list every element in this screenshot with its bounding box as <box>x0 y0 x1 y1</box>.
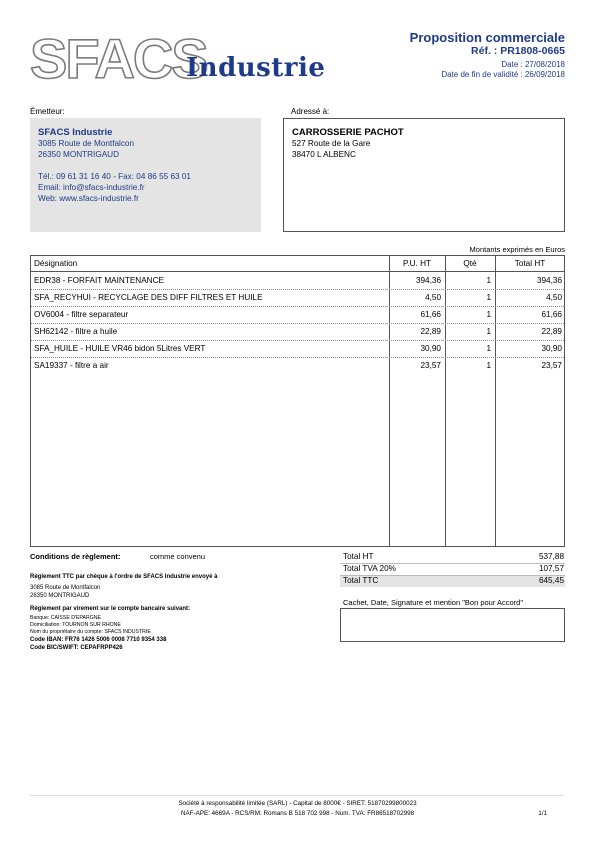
row-pu: 30,90 <box>420 344 441 353</box>
total-ht-row <box>340 552 565 564</box>
row-designation: OV6004 - filtre separateur <box>34 310 129 319</box>
row-designation: SA19337 - filtre a air <box>34 361 109 370</box>
table-row <box>31 272 564 290</box>
row-designation: SFA_RECYHUI - RECYCLAGE DES DIFF FILTRES ET HUILE <box>34 293 263 302</box>
emitter-box <box>30 118 261 232</box>
header-total: Total HT <box>514 259 546 268</box>
row-qty: 1 <box>486 327 491 336</box>
table-header <box>31 256 564 272</box>
row-pu: 23,57 <box>420 361 441 370</box>
cheque-title: Règlement TTC par chèque à l'ordre de SFACS Industrie envoyé à <box>30 574 218 580</box>
row-total: 61,66 <box>541 310 562 319</box>
footer-line1: Société à responsabilité limitée (SARL) - Capital de 8000€ - SIRET: 51870299800023 <box>178 800 417 807</box>
table-row <box>31 306 564 324</box>
emitter-address2: 26350 MONTRIGAUD <box>38 150 119 159</box>
total-ttc-row <box>340 576 565 587</box>
amount-note: Montants exprimés en Euros <box>469 245 565 254</box>
document-validity: Date de fin de validité : 26/09/2018 <box>441 70 565 79</box>
total-ttc-value: 645,45 <box>538 576 564 585</box>
header-designation: Désignation <box>34 259 78 268</box>
row-designation: SH62142 - filtre a huile <box>34 327 118 336</box>
bank-bic: Code BIC/SWIFT: CEPAFRPP426 <box>30 645 123 651</box>
bank-domiciliation: Domiciliation: TOURNON SUR RHONE <box>30 622 121 628</box>
table-row <box>31 323 564 341</box>
header-qty: Qté <box>463 259 477 268</box>
document-ref: Réf. : PR1808-0665 <box>471 45 565 57</box>
client-box <box>283 118 565 232</box>
header-pu: P.U. HT <box>402 259 432 268</box>
total-tva-label: Total TVA 20% <box>343 564 396 573</box>
total-ht-value: 537,88 <box>538 552 564 561</box>
bank-iban: Code IBAN: FR76 1426 5006 0008 7710 9354 338 <box>30 637 167 643</box>
conditions-value: comme convenu <box>150 552 206 561</box>
cheque-address2: 26350 MONTRIGAUD <box>30 593 90 599</box>
document-date: Date : 27/08/2018 <box>501 60 565 69</box>
row-pu: 22,89 <box>420 327 441 336</box>
lines-table <box>30 255 565 547</box>
bank-name: Banque: CAISSE D'EPARGNE <box>30 615 101 621</box>
total-ht-label: Total HT <box>343 552 374 561</box>
signature-box[interactable] <box>340 608 565 642</box>
row-qty: 1 <box>486 361 491 370</box>
emitter-web[interactable]: Web: www.sfacs-industrie.fr <box>38 194 139 203</box>
row-total: 30,90 <box>541 344 562 353</box>
footer-divider <box>30 795 565 796</box>
page-number: 1/1 <box>538 810 547 817</box>
row-qty: 1 <box>486 310 491 319</box>
row-total: 22,89 <box>541 327 562 336</box>
row-total: 23,57 <box>541 361 562 370</box>
table-row <box>31 289 564 307</box>
row-qty: 1 <box>486 276 491 285</box>
emitter-name: SFACS Industrie <box>38 127 113 138</box>
row-total: 4,50 <box>546 293 562 302</box>
cheque-address1: 3085 Route de Montfalcon <box>30 585 101 591</box>
row-designation: EDR38 - FORFAIT MAINTENANCE <box>34 276 164 285</box>
client-name: CARROSSERIE PACHOT <box>292 127 404 138</box>
conditions-title: Conditions de règlement: <box>30 552 121 561</box>
signature-label: Cachet, Date, Signature et mention "Bon pour Accord" <box>343 598 524 607</box>
totals-block <box>340 552 565 587</box>
logo-industrie-text: Industrie <box>186 53 326 83</box>
emitter-phone: Tél.: 09 61 31 16 40 - Fax: 04 86 55 63 01 <box>38 172 191 181</box>
emitter-label: Émetteur: <box>30 107 65 116</box>
bank-owner: Nom du propriétaire du compte: SFACS INDUSTRIE <box>30 629 151 635</box>
emitter-address1: 3085 Route de Montfalcon <box>38 139 135 148</box>
row-qty: 1 <box>486 344 491 353</box>
footer-line2: NAF-APE: 4669A - RCS/RM: Romans B 518 702 998 - Num. TVA: FR86518702998 <box>180 810 415 817</box>
row-qty: 1 <box>486 293 491 302</box>
transfer-title: Règlement par virement sur le compte bancaire suivant: <box>30 606 191 612</box>
row-pu: 394,36 <box>415 276 441 285</box>
document-title: Proposition commerciale <box>409 30 565 45</box>
client-label: Adressé à: <box>291 107 330 116</box>
client-address2: 38470 L ALBENC <box>292 150 356 159</box>
total-tva-value: 107,57 <box>538 564 564 573</box>
table-row <box>31 357 564 374</box>
row-total: 394,36 <box>536 276 562 285</box>
row-pu: 4,50 <box>425 293 441 302</box>
row-pu: 61,66 <box>420 310 441 319</box>
logo-sfacs-text: SFACS <box>30 27 207 90</box>
emitter-email[interactable]: Email: info@sfacs-industrie.fr <box>38 183 145 192</box>
row-designation: SFA_HUILE - HUILE VR46 bidon 5Litres VERT <box>34 344 206 353</box>
client-address1: 527 Route de la Gare <box>292 139 371 148</box>
total-ttc-label: Total TTC <box>343 576 379 585</box>
payment-info <box>30 573 330 652</box>
table-row <box>31 340 564 358</box>
total-tva-row <box>340 564 565 576</box>
